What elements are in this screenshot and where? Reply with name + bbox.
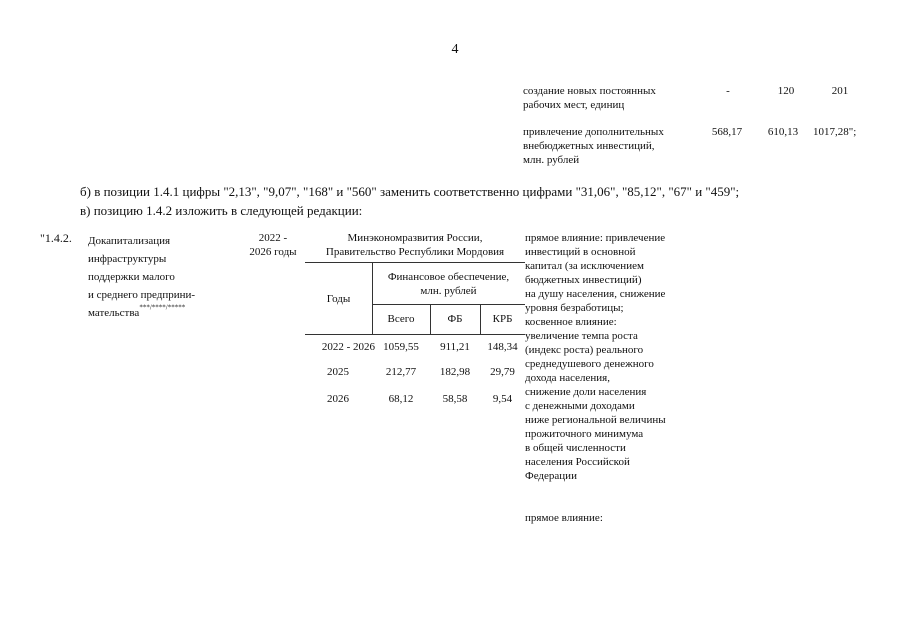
table-rule xyxy=(372,304,525,305)
finance-row-krb: 29,79 xyxy=(490,366,515,378)
indicator-value: 120 xyxy=(777,85,795,97)
indicator-label-new-jobs: создание новых постоянных рабочих мест, единиц xyxy=(523,85,656,111)
position-executors: Минэкономразвития России, Правительство Республики Мордовия xyxy=(325,232,505,258)
indicator-value: 610,13 xyxy=(767,126,799,138)
finance-header: Финансовое обеспечение, млн. рублей xyxy=(387,271,510,297)
finance-row-krb: 148,34 xyxy=(487,341,518,353)
years-column-header: Годы xyxy=(326,293,351,305)
position-title: Докапитализация инфраструктуры поддержки малого и среднего предприни- мательства xyxy=(88,235,196,319)
position-title-block xyxy=(88,231,238,321)
finance-row-fb: 911,21 xyxy=(440,341,470,353)
paragraph-b: б) в позиции 1.4.1 цифры "2,13", "9,07", "168" и "560" заменить соответственно цифрами "31,06", "85,12", "67" и "459"; xyxy=(80,184,740,199)
indicator-value: 201 xyxy=(831,85,849,97)
finance-row-fb: 182,98 xyxy=(439,366,471,378)
indicator-value: 568,17 xyxy=(711,126,743,138)
position-years: 2022 - 2026 годы xyxy=(249,232,297,258)
indicator-value: - xyxy=(726,85,730,97)
finance-row-year: 2022 - 2026 xyxy=(321,341,375,353)
finance-row-total: 1059,55 xyxy=(383,341,419,353)
indicator-label-investments: привлечение дополнительных внебюджетных инвестиций, млн. рублей xyxy=(523,126,664,166)
finance-row-year: 2025 xyxy=(327,366,349,378)
position-title-footnote: ***/****/***** xyxy=(139,303,186,312)
total-column-header: Всего xyxy=(387,313,415,325)
table-rule xyxy=(305,334,525,335)
effects-tail: прямое влияние: xyxy=(525,512,603,524)
page-number: 4 xyxy=(451,42,459,57)
position-code: "1.4.2. xyxy=(40,231,72,245)
krb-column-header: КРБ xyxy=(492,313,513,325)
finance-row-total: 212,77 xyxy=(385,366,417,378)
finance-row-total: 68,12 xyxy=(388,393,414,405)
indicator-value: 1017,28"; xyxy=(813,126,857,138)
table-rule xyxy=(305,262,525,263)
paragraph-v: в) позицию 1.4.2 изложить в следующей редакции: xyxy=(80,203,363,218)
effects-text: прямое влияние: привлечение инвестиций в основной капитал (за исключением бюджетных инвестиций) на душу населения, снижение уровня безработицы; косвенное влияние: увеличение темпа роста (индекс роста) реального среднедушевого денежного дохода населения, снижение доли населения с денежными доходами ниже региональной величины прожиточного минимума в общей численности населения Российской Федерации xyxy=(525,232,666,482)
finance-row-year: 2026 xyxy=(327,393,349,405)
finance-row-fb: 58,58 xyxy=(442,393,468,405)
fb-column-header: ФБ xyxy=(447,313,463,325)
finance-row-krb: 9,54 xyxy=(492,393,513,405)
